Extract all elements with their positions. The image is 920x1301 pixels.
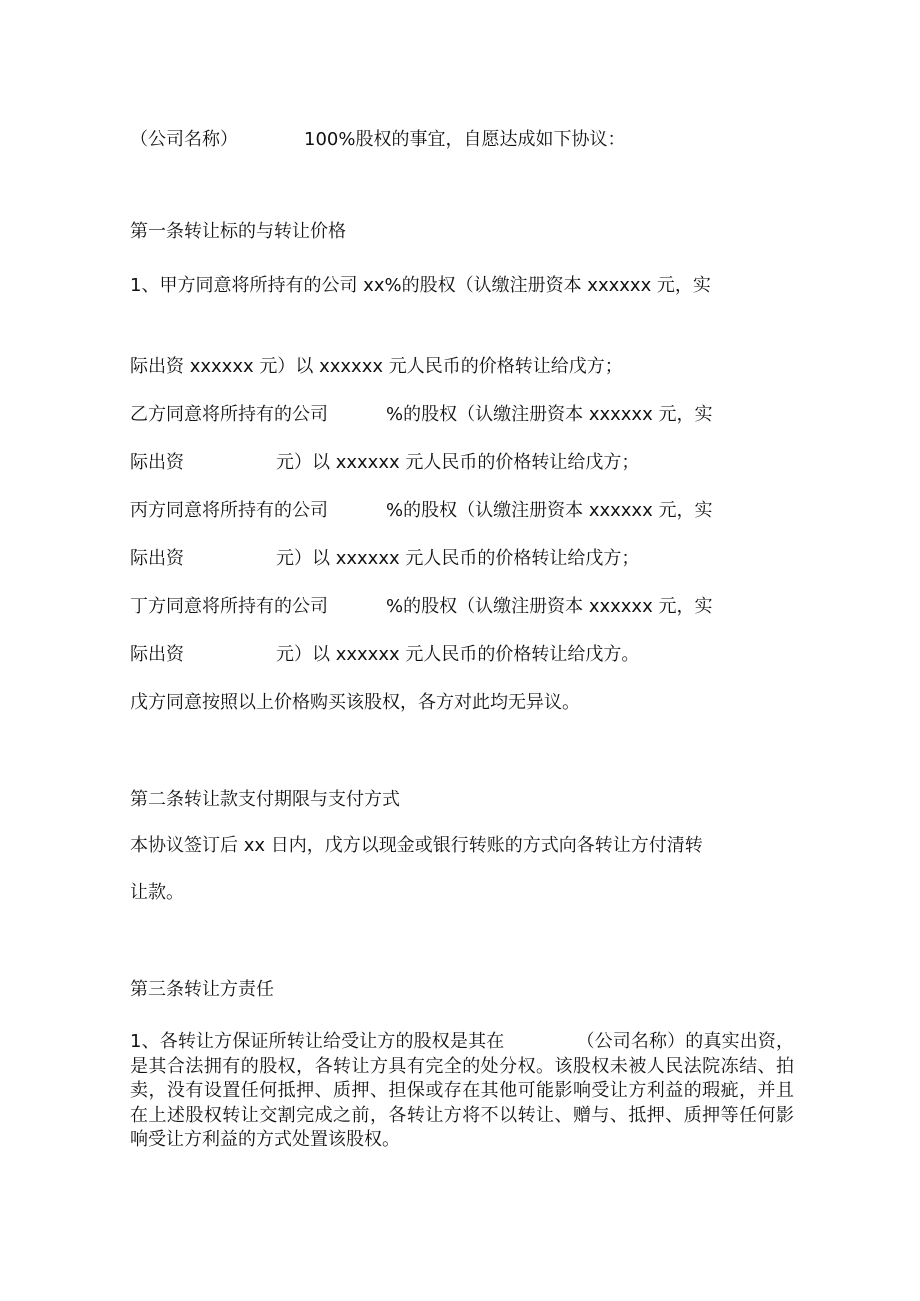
article-3-clause-1: [130, 1030, 794, 1153]
party-b-text-b: %的股权（认缴注册资本 xxxxxx 元，实: [386, 404, 713, 425]
clause-1-text-b: （公司名称）的真实出资，是其合法拥有的股权，各转让方具有完全的处分权。该股权未被人民法院冻结、拍卖，没有设置任何抵押、质押、担保或存在其他可能影响受让方利益的瑕疵，并且在上述股权转让交割完成之前，各转让方将不以转让、赠与、抵押、质押等任何影响受让方利益的方式处置该股权。: [130, 1031, 794, 1150]
article-2-line-1: 本协议签订后 xx 日内，戊方以现金或银行转账的方式向各转让方付清转: [130, 835, 703, 856]
intro-line: [130, 128, 625, 152]
party-b-text-d: 元）以 xxxxxx 元人民币的价格转让给戊方；: [276, 452, 640, 473]
party-b-text-a: 乙方同意将所持有的公司: [130, 404, 328, 425]
article-2-line-2: 让款。: [130, 882, 184, 903]
party-b-text-c: 际出资: [130, 452, 184, 473]
article-1-heading: 第一条转让标的与转让价格: [130, 221, 346, 242]
intro-text: 100%股权的事宜，自愿达成如下协议：: [304, 129, 626, 150]
clause-1-text-a: 1、各转让方保证所转让给受让方的股权是其在: [130, 1031, 505, 1052]
party-d-text-d: 元）以 xxxxxx 元人民币的价格转让给戊方。: [276, 644, 640, 665]
party-d-text-b: %的股权（认缴注册资本 xxxxxx 元，实: [386, 596, 713, 617]
party-c-text-a: 丙方同意将所持有的公司: [130, 500, 328, 521]
article-1-party-a-line-1: 1、甲方同意将所持有的公司 xx%的股权（认缴注册资本 xxxxxx 元，实: [130, 275, 711, 296]
article-2-heading: 第二条转让款支付期限与支付方式: [130, 789, 400, 810]
article-1-party-b-line-2: [130, 451, 639, 475]
article-1-party-d-line-1: [130, 595, 712, 619]
article-1-party-d-line-2: [130, 643, 639, 667]
party-d-text-c: 际出资: [130, 644, 184, 665]
article-1-party-e-line: 戊方同意按照以上价格购买该股权，各方对此均无异议。: [130, 692, 580, 713]
intro-company-placeholder: （公司名称）: [130, 129, 238, 150]
article-1-party-a-line-2: 际出资 xxxxxx 元）以 xxxxxx 元人民币的价格转让给戊方；: [130, 356, 623, 377]
article-3-heading: 第三条转让方责任: [130, 979, 274, 1000]
article-1-party-c-line-2: [130, 547, 639, 571]
article-1-party-b-line-1: [130, 403, 712, 427]
article-1-party-c-line-1: [130, 499, 712, 523]
party-c-text-d: 元）以 xxxxxx 元人民币的价格转让给戊方；: [276, 548, 640, 569]
party-c-text-b: %的股权（认缴注册资本 xxxxxx 元，实: [386, 500, 713, 521]
party-d-text-a: 丁方同意将所持有的公司: [130, 596, 328, 617]
party-c-text-c: 际出资: [130, 548, 184, 569]
